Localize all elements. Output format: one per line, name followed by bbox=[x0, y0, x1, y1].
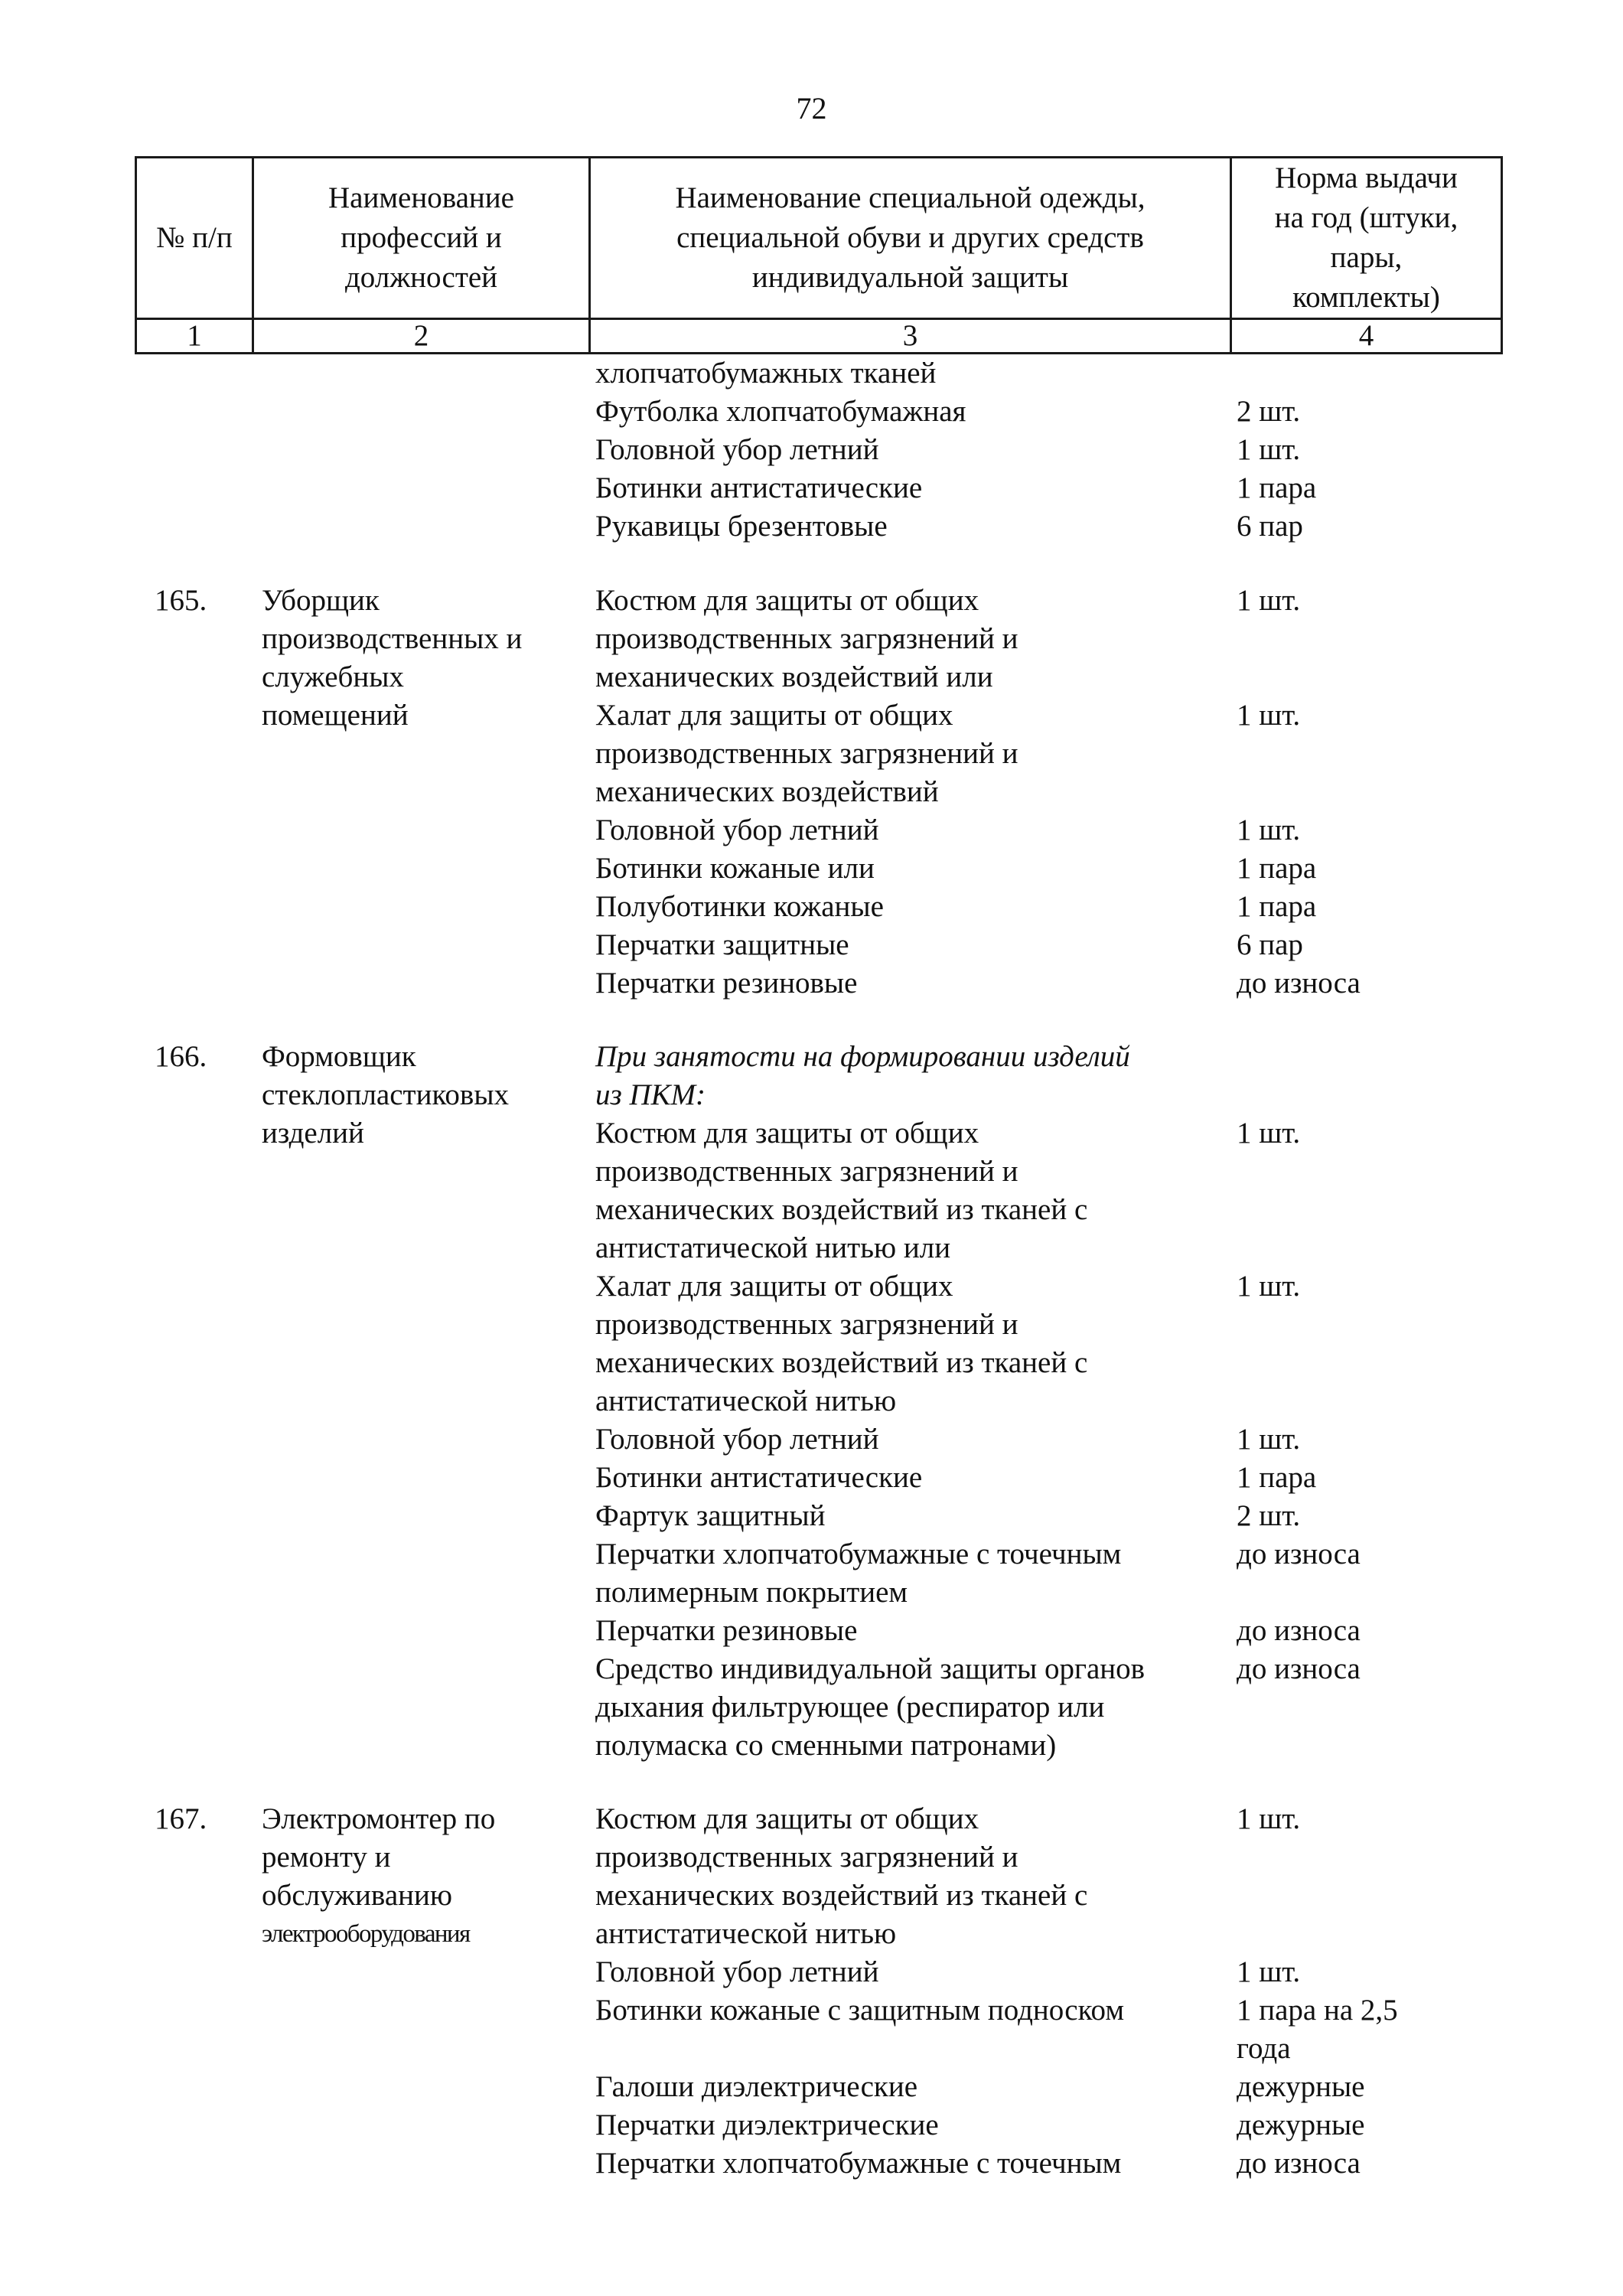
position-text: ремонту и bbox=[262, 1841, 391, 1874]
norm-text: 6 пар bbox=[1237, 928, 1303, 961]
entry-number: 165. bbox=[155, 584, 207, 617]
norm-text: 6 пар bbox=[1237, 510, 1303, 543]
header-norm bbox=[1231, 158, 1502, 319]
table-row bbox=[0, 1574, 1623, 1612]
table-row bbox=[0, 964, 1623, 1003]
item-text: антистатической нитью или bbox=[595, 1231, 951, 1264]
item-text: Костюм для защиты от общих bbox=[595, 1117, 979, 1150]
header-line: пары, bbox=[1330, 241, 1403, 274]
column-number-row bbox=[136, 319, 1502, 354]
position-text: стеклопластиковых bbox=[262, 1078, 510, 1111]
table-row bbox=[0, 1497, 1623, 1535]
norm-text: до износа bbox=[1237, 967, 1361, 1000]
item-text: Перчатки диэлектрические bbox=[595, 2108, 939, 2141]
table-row bbox=[0, 1267, 1623, 1306]
table-header bbox=[135, 156, 1503, 354]
header-line: должностей bbox=[344, 261, 498, 294]
norm-text: 1 шт. bbox=[1237, 814, 1301, 846]
item-text: Перчатки хлопчатобумажные с точечным bbox=[595, 2147, 1122, 2180]
item-text: производственных загрязнений и bbox=[595, 737, 1018, 770]
norm-text: дежурные bbox=[1237, 2108, 1365, 2141]
entry-167 bbox=[0, 1800, 1623, 2183]
position-text: помещений bbox=[262, 699, 409, 732]
continuation-block bbox=[0, 354, 1623, 546]
norm-text: 1 пара на 2,5 bbox=[1237, 1994, 1398, 2027]
item-text: Костюм для защиты от общих bbox=[595, 1802, 979, 1835]
item-text: производственных загрязнений и bbox=[595, 1155, 1018, 1188]
entry-number: 167. bbox=[155, 1802, 207, 1835]
item-text: антистатической нитью bbox=[595, 1384, 897, 1417]
table-row bbox=[0, 1459, 1623, 1497]
norm-text: 1 шт. bbox=[1237, 1117, 1301, 1150]
position-text: служебных bbox=[262, 660, 404, 693]
item-text: Головной убор летний bbox=[595, 1423, 879, 1456]
item-text: Средство индивидуальной защиты органов bbox=[595, 1652, 1146, 1685]
table-row bbox=[0, 1229, 1623, 1267]
norm-text: до износа bbox=[1237, 2147, 1361, 2180]
table-row bbox=[0, 1877, 1623, 1915]
entry-166 bbox=[0, 1038, 1623, 1765]
item-text: Перчатки хлопчатобумажные с точечным bbox=[595, 1538, 1122, 1570]
norm-text: 1 шт. bbox=[1237, 699, 1301, 732]
table-row bbox=[0, 1306, 1623, 1344]
item-text: механических воздействий из тканей с bbox=[595, 1346, 1088, 1379]
norm-text: 1 шт. bbox=[1237, 1802, 1301, 1835]
table-row bbox=[0, 1612, 1623, 1650]
item-text: механических воздействий из тканей с bbox=[595, 1193, 1088, 1226]
item-text: Ботинки антистатические bbox=[595, 471, 923, 504]
entry-number: 166. bbox=[155, 1040, 207, 1073]
condition-text: из ПКМ: bbox=[595, 1078, 706, 1111]
position-text: электрооборудования bbox=[262, 1920, 470, 1948]
table-row bbox=[0, 507, 1623, 546]
header-equipment bbox=[590, 158, 1231, 319]
condition-text: При занятости на формировании изделий bbox=[595, 1040, 1130, 1073]
header-line: Наименование специальной одежды, bbox=[675, 181, 1146, 214]
header-line: Норма выдачи bbox=[1275, 161, 1458, 194]
item-text: Перчатки защитные bbox=[595, 928, 849, 961]
table-row bbox=[0, 658, 1623, 696]
position-text: Уборщик bbox=[262, 584, 380, 617]
norm-text: 1 шт. bbox=[1237, 433, 1301, 466]
table-row bbox=[0, 1800, 1623, 1838]
table-row bbox=[0, 1382, 1623, 1420]
table-row bbox=[0, 1650, 1623, 1688]
header-number bbox=[136, 158, 253, 319]
item-text: Костюм для защиты от общих bbox=[595, 584, 979, 617]
norm-text: 2 шт. bbox=[1237, 395, 1301, 428]
item-text: Галоши диэлектрические bbox=[595, 2070, 918, 2103]
table-row bbox=[0, 582, 1623, 620]
item-text: Головной убор летний bbox=[595, 814, 879, 846]
header-line: № п/п bbox=[156, 221, 233, 254]
norm-text: 1 пара bbox=[1237, 471, 1317, 504]
table-row bbox=[0, 2068, 1623, 2106]
item-text: Ботинки кожаные или bbox=[595, 852, 875, 885]
item-text: полимерным покрытием bbox=[595, 1576, 908, 1609]
item-text: антистатической нитью bbox=[595, 1917, 897, 1950]
position-text: Формовщик bbox=[262, 1040, 416, 1073]
header-line: индивидуальной защиты bbox=[751, 261, 1069, 294]
table-row bbox=[0, 1420, 1623, 1459]
norm-text: до износа bbox=[1237, 1652, 1361, 1685]
item-text: механических воздействий из тканей с bbox=[595, 1879, 1088, 1912]
norm-text: года bbox=[1237, 2032, 1291, 2065]
norm-text: 1 пара bbox=[1237, 1461, 1317, 1494]
item-text: Ботинки кожаные с защитным подноском bbox=[595, 1994, 1124, 2027]
table-row bbox=[0, 1344, 1623, 1382]
position-text: обслуживанию bbox=[262, 1879, 453, 1912]
item-text: Фартук защитный bbox=[595, 1499, 826, 1532]
table-row bbox=[0, 2144, 1623, 2183]
norm-text: 1 шт. bbox=[1237, 584, 1301, 617]
header-line: Наименование bbox=[328, 181, 514, 214]
norm-text: 1 шт. bbox=[1237, 1270, 1301, 1303]
table-row bbox=[0, 1727, 1623, 1765]
table-row bbox=[0, 354, 1623, 393]
column-number: 4 bbox=[1231, 319, 1502, 354]
norm-text: 1 шт. bbox=[1237, 1955, 1301, 1988]
table-row bbox=[0, 850, 1623, 888]
item-text: механических воздействий bbox=[595, 775, 939, 808]
norm-text: 1 пара bbox=[1237, 852, 1317, 885]
table-row bbox=[0, 1076, 1623, 1114]
item-text: Футболка хлопчатобумажная bbox=[595, 395, 966, 428]
item-text: Полуботинки кожаные bbox=[595, 890, 884, 923]
item-text: производственных загрязнений и bbox=[595, 1841, 1018, 1874]
item-text: Головной убор летний bbox=[595, 1955, 879, 1988]
header-line: профессий и bbox=[341, 221, 502, 254]
position-text: изделий bbox=[262, 1117, 364, 1150]
table-row bbox=[0, 1535, 1623, 1574]
entry-165 bbox=[0, 582, 1623, 1003]
position-text: Электромонтер по bbox=[262, 1802, 496, 1835]
column-number: 3 bbox=[590, 319, 1231, 354]
table-row bbox=[0, 469, 1623, 507]
item-text: Головной убор летний bbox=[595, 433, 879, 466]
norm-text: 2 шт. bbox=[1237, 1499, 1301, 1532]
norm-text: до износа bbox=[1237, 1614, 1361, 1647]
table-row bbox=[0, 1688, 1623, 1727]
column-number: 1 bbox=[136, 319, 253, 354]
table-row bbox=[0, 620, 1623, 658]
header-position bbox=[253, 158, 590, 319]
position-text: производственных и bbox=[262, 622, 523, 655]
norm-text: дежурные bbox=[1237, 2070, 1365, 2103]
item-text: производственных загрязнений и bbox=[595, 1308, 1018, 1341]
page-number: 72 bbox=[796, 91, 827, 126]
header-line: на год (штуки, bbox=[1274, 201, 1458, 234]
table-row bbox=[0, 1838, 1623, 1877]
table-row bbox=[0, 1191, 1623, 1229]
table-row bbox=[0, 696, 1623, 735]
table-row bbox=[0, 888, 1623, 926]
table-row bbox=[0, 735, 1623, 773]
table-row bbox=[0, 1915, 1623, 1953]
column-number: 2 bbox=[253, 319, 590, 354]
norm-text: 1 пара bbox=[1237, 890, 1317, 923]
table-row bbox=[0, 1114, 1623, 1153]
item-text: Халат для защиты от общих bbox=[595, 1270, 953, 1303]
item-text: Ботинки антистатические bbox=[595, 1461, 923, 1494]
table-row bbox=[0, 1991, 1623, 2030]
item-text: полумаска со сменными патронами) bbox=[595, 1729, 1057, 1762]
item-text: механических воздействий или bbox=[595, 660, 993, 693]
table-row bbox=[0, 431, 1623, 469]
table-row bbox=[0, 773, 1623, 811]
item-text: Рукавицы брезентовые bbox=[595, 510, 888, 543]
item-text: Перчатки резиновые bbox=[595, 1614, 858, 1647]
header-line: комплекты) bbox=[1292, 281, 1440, 314]
table-row bbox=[0, 393, 1623, 431]
item-text: Халат для защиты от общих bbox=[595, 699, 953, 732]
item-text: хлопчатобумажных тканей bbox=[595, 357, 937, 390]
header-line: специальной обуви и других средств bbox=[676, 221, 1144, 254]
item-text: Перчатки резиновые bbox=[595, 967, 858, 1000]
table-row bbox=[0, 2030, 1623, 2068]
norm-text: 1 шт. bbox=[1237, 1423, 1301, 1456]
item-text: дыхания фильтрующее (респиратор или bbox=[595, 1691, 1105, 1724]
table-row bbox=[0, 1953, 1623, 1991]
norm-text: до износа bbox=[1237, 1538, 1361, 1570]
item-text: производственных загрязнений и bbox=[595, 622, 1018, 655]
header-row bbox=[136, 158, 1502, 319]
table-row bbox=[0, 926, 1623, 964]
table-row bbox=[0, 1153, 1623, 1191]
table-row bbox=[0, 1038, 1623, 1076]
table-row bbox=[0, 811, 1623, 850]
table-row bbox=[0, 2106, 1623, 2144]
